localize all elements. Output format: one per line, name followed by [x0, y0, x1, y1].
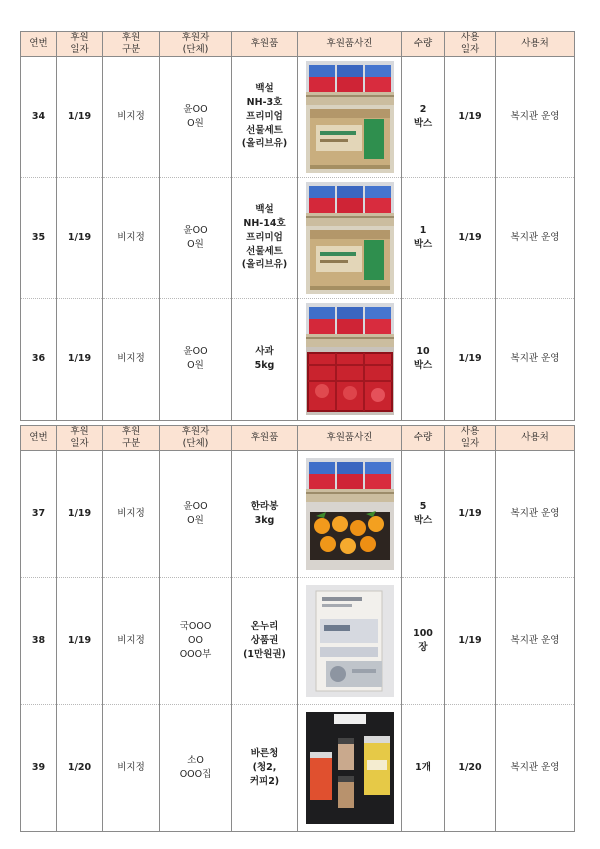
donation-type: 비지정 — [103, 298, 160, 420]
table-row — [21, 177, 575, 298]
donation-date: 1/19 — [57, 298, 103, 420]
apple-box-photo — [306, 303, 394, 415]
header-quantity: 수량 — [402, 426, 445, 451]
table-row — [21, 56, 575, 177]
gift-box-photo — [306, 182, 394, 294]
table-row — [21, 450, 575, 577]
usage-place: 복지관 운영 — [496, 577, 575, 704]
usage-place: 복지관 운영 — [496, 450, 575, 577]
header-usage-date: 사용 일자 — [445, 426, 496, 451]
syrup-jars-photo — [306, 712, 394, 824]
quantity: 10 박스 — [402, 298, 445, 420]
header-donation-type: 후원 구분 — [103, 32, 160, 57]
header-donation-date: 후원 일자 — [57, 426, 103, 451]
donation-date: 1/19 — [57, 577, 103, 704]
item-photo-cell — [298, 450, 402, 577]
donation-table-1 — [20, 31, 575, 421]
item-photo-cell — [298, 298, 402, 420]
usage-date: 1/19 — [445, 298, 496, 420]
donation-table-2 — [20, 425, 575, 832]
header-quantity: 수량 — [402, 32, 445, 57]
header-donation-type: 후원 구분 — [103, 426, 160, 451]
header-row-number: 연번 — [21, 32, 57, 57]
donor-name: 윤OO O원 — [160, 298, 232, 420]
hallabong-photo — [306, 458, 394, 570]
table-row — [21, 298, 575, 420]
quantity: 1 박스 — [402, 177, 445, 298]
gift-voucher-photo — [306, 585, 394, 697]
donation-item: 온누리 상품권 (1만원권) — [232, 577, 298, 704]
header-row-number: 연번 — [21, 426, 57, 451]
row-number: 37 — [21, 450, 57, 577]
donation-item: 백설 NH-3호 프리미엄 선물세트 (올리브유) — [232, 56, 298, 177]
item-photo-cell — [298, 177, 402, 298]
header-usage-place: 사용처 — [496, 426, 575, 451]
table-row — [21, 704, 575, 831]
quantity: 2 박스 — [402, 56, 445, 177]
donation-date: 1/20 — [57, 704, 103, 831]
donation-type: 비지정 — [103, 577, 160, 704]
donor-name: 윤OO O원 — [160, 450, 232, 577]
usage-place: 복지관 운영 — [496, 177, 575, 298]
header-donor-name: 후원자 (단체) — [160, 32, 232, 57]
usage-date: 1/19 — [445, 450, 496, 577]
header-donation-item: 후원품 — [232, 32, 298, 57]
usage-date: 1/20 — [445, 704, 496, 831]
header-donation-date: 후원 일자 — [57, 32, 103, 57]
header-row — [21, 32, 575, 57]
donation-item: 사과 5kg — [232, 298, 298, 420]
donor-name: 소O OOO집 — [160, 704, 232, 831]
donation-type: 비지정 — [103, 56, 160, 177]
header-row — [21, 426, 575, 451]
quantity: 5 박스 — [402, 450, 445, 577]
usage-date: 1/19 — [445, 177, 496, 298]
header-usage-date: 사용 일자 — [445, 32, 496, 57]
item-photo-cell — [298, 704, 402, 831]
donation-type: 비지정 — [103, 450, 160, 577]
row-number: 39 — [21, 704, 57, 831]
header-item-photo: 후원품사진 — [298, 32, 402, 57]
donor-name: 국OOO OO OOO부 — [160, 577, 232, 704]
row-number: 36 — [21, 298, 57, 420]
donation-item: 바른청 (청2, 커피2) — [232, 704, 298, 831]
item-photo-cell — [298, 577, 402, 704]
usage-date: 1/19 — [445, 56, 496, 177]
header-donor-name: 후원자 (단체) — [160, 426, 232, 451]
quantity: 1개 — [402, 704, 445, 831]
donation-type: 비지정 — [103, 177, 160, 298]
table-row — [21, 577, 575, 704]
donation-date: 1/19 — [57, 177, 103, 298]
donation-type: 비지정 — [103, 704, 160, 831]
row-number: 34 — [21, 56, 57, 177]
item-photo-cell — [298, 56, 402, 177]
header-item-photo: 후원품사진 — [298, 426, 402, 451]
donor-name: 윤OO O원 — [160, 56, 232, 177]
usage-place: 복지관 운영 — [496, 298, 575, 420]
usage-date: 1/19 — [445, 577, 496, 704]
header-donation-item: 후원품 — [232, 426, 298, 451]
row-number: 35 — [21, 177, 57, 298]
usage-place: 복지관 운영 — [496, 56, 575, 177]
gift-box-photo — [306, 61, 394, 173]
donation-item: 한라봉 3kg — [232, 450, 298, 577]
donation-date: 1/19 — [57, 450, 103, 577]
donation-date: 1/19 — [57, 56, 103, 177]
quantity: 100 장 — [402, 577, 445, 704]
usage-place: 복지관 운영 — [496, 704, 575, 831]
header-usage-place: 사용처 — [496, 32, 575, 57]
donor-name: 윤OO O원 — [160, 177, 232, 298]
row-number: 38 — [21, 577, 57, 704]
donation-item: 백설 NH-14호 프리미엄 선물세트 (올리브유) — [232, 177, 298, 298]
